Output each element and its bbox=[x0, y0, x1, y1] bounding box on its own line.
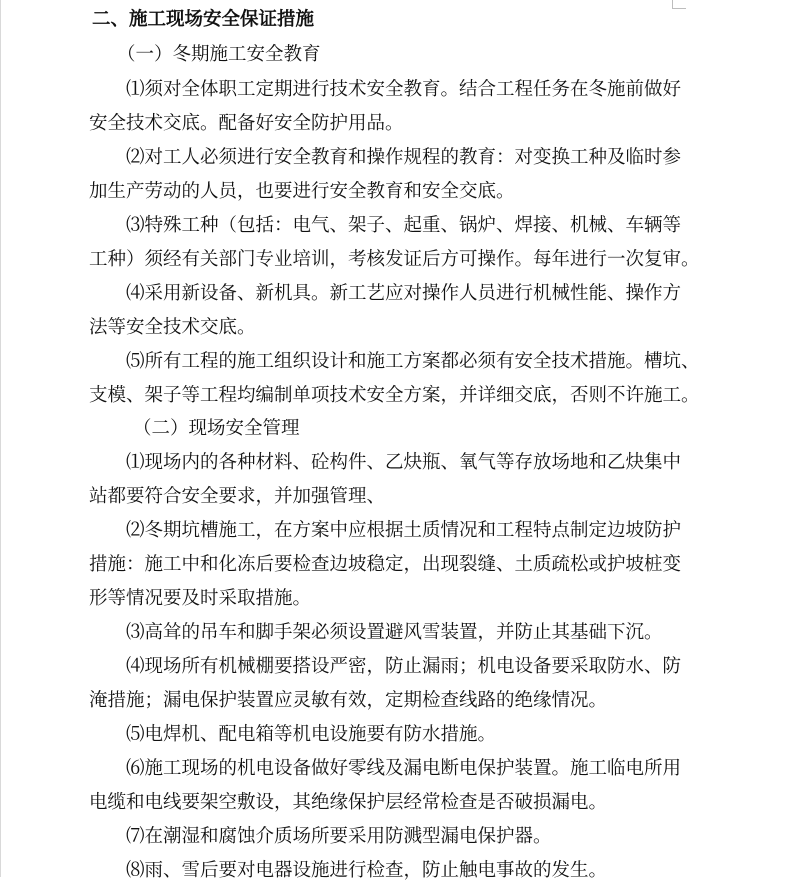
paragraph-line: 措施：施工中和化冻后要检查边坡稳定，出现裂缝、土质疏松或护坡桩变 bbox=[89, 554, 682, 575]
subsection-title-1: （一）冬期施工安全教育 bbox=[117, 44, 321, 65]
paragraph-line: ⑷采用新设备、新机具。新工艺应对操作人员进行机械性能、操作方 bbox=[126, 283, 682, 304]
paragraph-line: 工种）须经有关部门专业培训，考核发证后方可操作。每年进行一次复审。 bbox=[89, 249, 700, 270]
paragraph-line: ⑴须对全体职工定期进行技术安全教育。结合工程任务在冬施前做好 bbox=[126, 79, 682, 100]
paragraph-line: ⑶高耸的吊车和脚手架必须设置避风雪装置，并防止其基础下沉。 bbox=[126, 622, 663, 643]
paragraph-line: ⑴现场内的各种材料、砼构件、乙炔瓶、氧气等存放场地和乙炔集中 bbox=[126, 452, 682, 473]
paragraph-line: ⑵对工人必须进行安全教育和操作规程的教育：对变换工种及临时参 bbox=[126, 147, 682, 168]
paragraph-line: 加生产劳动的人员，也要进行安全教育和安全交底。 bbox=[89, 181, 515, 202]
page-left-border bbox=[0, 0, 1, 877]
paragraph-line: 法等安全技术交底。 bbox=[89, 317, 256, 338]
paragraph-line: ⑵冬期坑槽施工，在方案中应根据土质情况和工程特点制定边坡防护 bbox=[126, 520, 682, 541]
page-corner-mark bbox=[672, 0, 686, 9]
paragraph-line: 支模、架子等工程均编制单项技术安全方案，并详细交底，否则不许施工。 bbox=[89, 385, 700, 406]
paragraph-line: 淹措施；漏电保护装置应灵敏有效，定期检查线路的绝缘情况。 bbox=[89, 690, 608, 711]
paragraph-line: ⑸电焊机、配电箱等机电设施要有防水措施。 bbox=[126, 724, 497, 745]
paragraph-line: 安全技术交底。配备好安全防护用品。 bbox=[89, 113, 404, 134]
paragraph-line: 形等情况要及时采取措施。 bbox=[89, 588, 312, 609]
paragraph-line: ⑻雨、雪后要对电器设施进行检查，防止触电事故的发生。 bbox=[126, 860, 608, 881]
paragraph-line: ⑶特殊工种（包括：电气、架子、起重、锅炉、焊接、机械、车辆等 bbox=[126, 215, 682, 236]
paragraph-line: 电缆和电线要架空敷设，其绝缘保护层经常检查是否破损漏电。 bbox=[89, 792, 608, 813]
section-heading: 二、施工现场安全保证措施 bbox=[92, 9, 315, 30]
paragraph-line: ⑷现场所有机械棚要搭设严密，防止漏雨；机电设备要采取防水、防 bbox=[126, 656, 682, 677]
paragraph-line: 站都要符合安全要求，并加强管理、 bbox=[89, 486, 386, 507]
paragraph-line: ⑺在潮湿和腐蚀介质场所要采用防溅型漏电保护器。 bbox=[126, 826, 552, 847]
subsection-title-2: （二）现场安全管理 bbox=[133, 418, 300, 439]
paragraph-line: ⑹施工现场的机电设备做好零线及漏电断电保护装置。施工临电所用 bbox=[126, 758, 682, 779]
paragraph-line: ⑸所有工程的施工组织设计和施工方案都必须有安全技术措施。槽坑、 bbox=[126, 351, 700, 372]
